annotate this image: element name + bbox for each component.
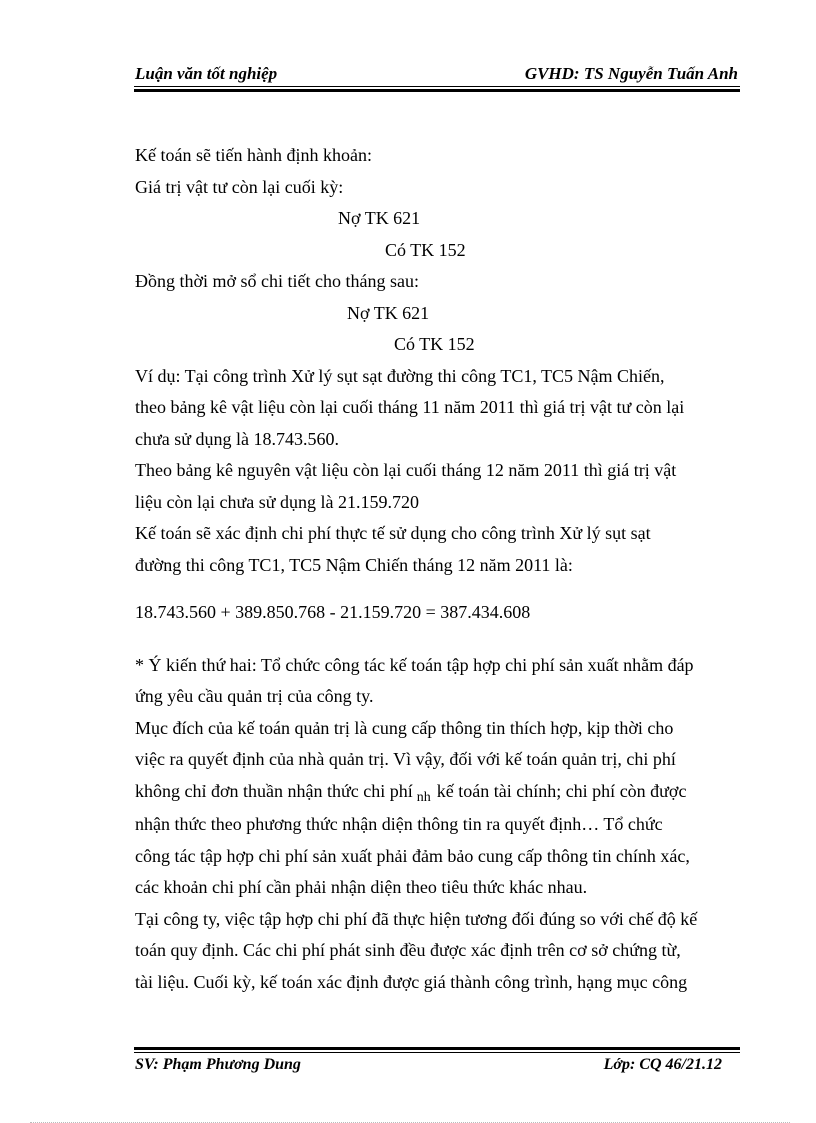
body-line: [135, 776, 741, 810]
header-rule-thin: [134, 86, 740, 87]
header-thesis-title: Luận văn tốt nghiệp: [135, 64, 278, 83]
journal-credit-line: Có TK 152: [394, 334, 475, 354]
body-line-part: không chỉ đơn thuần nhận thức chi phí: [135, 780, 413, 801]
body-line-subscript: nh: [416, 789, 431, 805]
footer-class: Lớp: CQ 46/21.12: [603, 1056, 722, 1073]
body-line: Kế toán sẽ tiến hành định khoản:: [135, 145, 372, 165]
page-footer: [135, 1056, 740, 1080]
body-line: Kế toán sẽ xác định chi phí thực tế sử dụng cho công trình Xử lý sụt sạt: [135, 523, 651, 543]
body-line: đường thi công TC1, TC5 Nậm Chiến tháng 12 năm 2011 là:: [135, 554, 573, 575]
page-header: [135, 64, 740, 88]
body-line: Giá trị vật tư còn lại cuối kỳ:: [135, 176, 344, 197]
body-line: việc ra quyết định của nhà quản trị. Vì vậy, đối với kế toán quản trị, chi phí: [135, 749, 676, 769]
body-line: nhận thức theo phương thức nhận diện thông tin ra quyết định… Tổ chức: [135, 814, 663, 834]
body-line: Ví dụ: Tại công trình Xử lý sụt sạt đường thi công TC1, TC5 Nậm Chiến,: [135, 365, 665, 386]
journal-debit-line: Nợ TK 621: [338, 208, 421, 228]
footer-rule-thick: [134, 1047, 740, 1050]
journal-debit-line: Nợ TK 621: [347, 302, 430, 323]
body-line: các khoản chi phí cần phải nhận diện theo tiêu thức khác nhau.: [135, 877, 588, 897]
body-line-part: kế toán tài chính; chi phí còn được: [436, 780, 687, 801]
body-line: tài liệu. Cuối kỳ, kế toán xác định được giá thành công trình, hạng mục công: [135, 971, 688, 992]
body-line: chưa sử dụng là 18.743.560.: [135, 428, 339, 449]
header-supervisor: GVHD: TS Nguyễn Tuấn Anh: [524, 64, 738, 83]
calculation-formula: 18.743.560 + 389.850.768 - 21.159.720 = 387.434.608: [135, 602, 531, 622]
body-line: * Ý kiến thứ hai: Tổ chức công tác kế toán tập hợp chi phí sản xuất nhằm đáp: [135, 654, 694, 675]
header-rule-thick: [134, 89, 740, 92]
body-line: Tại công ty, việc tập hợp chi phí đã thực hiện tương đối đúng so với chế độ kế: [135, 908, 698, 929]
body-line: liệu còn lại chưa sử dụng là 21.159.720: [135, 491, 419, 512]
body-line: toán quy định. Các chi phí phát sinh đều được xác định trên cơ sở chứng từ,: [135, 940, 681, 960]
footer-rule-thin: [134, 1052, 740, 1053]
body-line: công tác tập hợp chi phí sản xuất phải đảm bảo cung cấp thông tin chính xác,: [135, 845, 690, 866]
body-line: Đồng thời mở sổ chi tiết cho tháng sau:: [135, 271, 420, 291]
body-line: ứng yêu cầu quản trị của công ty.: [135, 686, 374, 706]
body-line: Mục đích của kế toán quản trị là cung cấp thông tin thích hợp, kịp thời cho: [135, 717, 674, 738]
journal-credit-line: Có TK 152: [385, 239, 466, 260]
page-body: [135, 140, 741, 998]
footer-student-name: SV: Phạm Phương Dung: [135, 1056, 301, 1073]
body-line: Theo bảng kê nguyên vật liệu còn lại cuối tháng 12 năm 2011 thì giá trị vật: [135, 460, 677, 480]
body-line: theo bảng kê vật liệu còn lại cuối tháng 11 năm 2011 thì giá trị vật tư còn lại: [135, 397, 685, 417]
